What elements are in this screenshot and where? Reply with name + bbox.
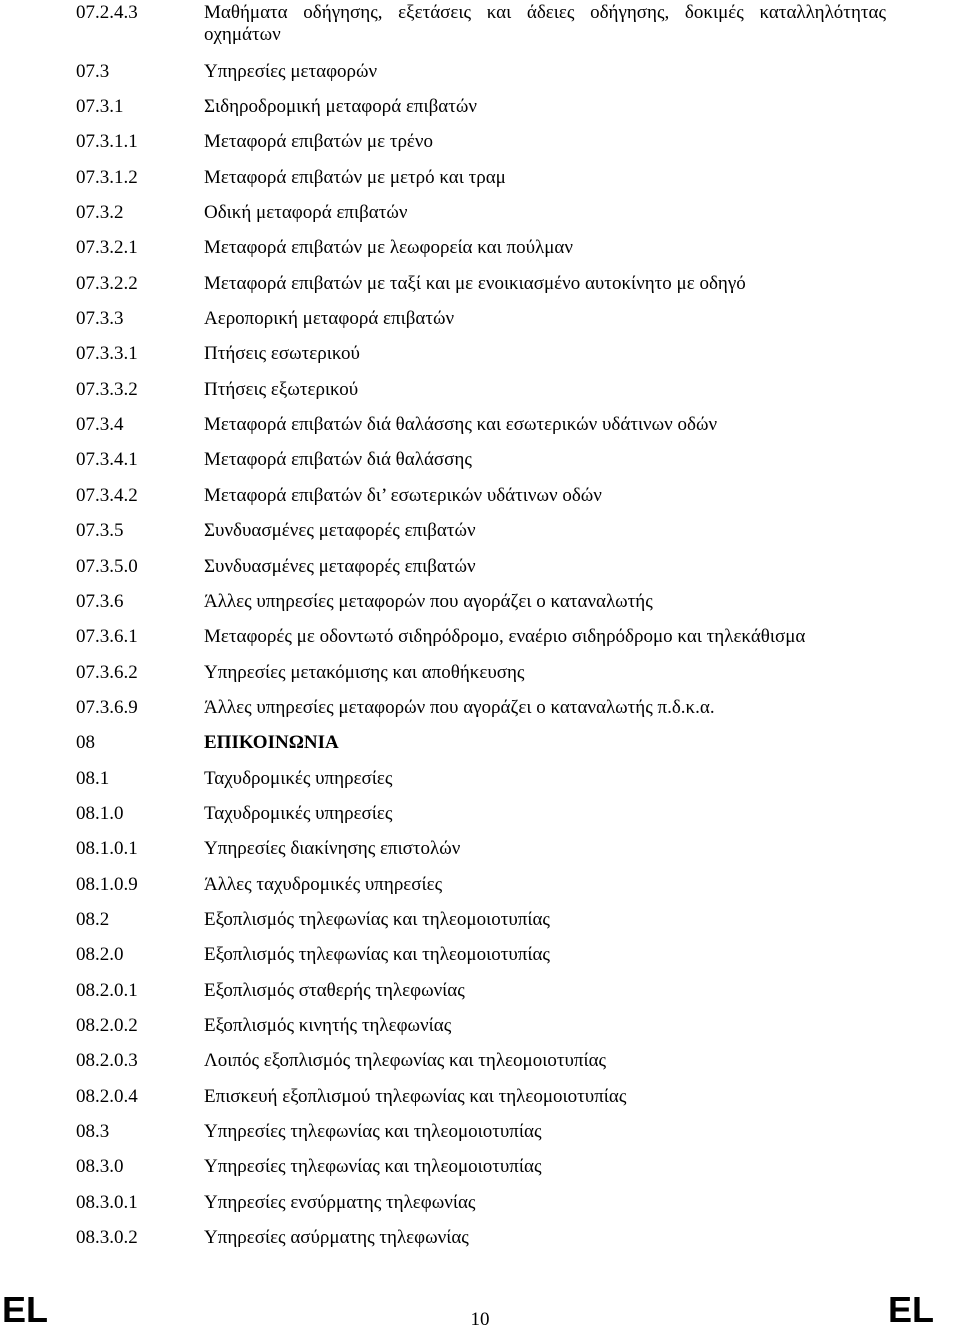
entry-code: 08.2.0.3 [76,1050,138,1071]
entry-title: Λοιπός εξοπλισμός τηλεφωνίας και τηλεομοιοτυπίας [204,1050,607,1071]
entry-code: 07.3.2.1 [76,237,138,258]
entry-title: Μεταφορά επιβατών με μετρό και τραμ [204,167,506,188]
entry-code: 07.3.2 [76,202,124,223]
entry-code: 07.3.5 [76,520,124,541]
entry-title: Συνδυασμένες μεταφορές επιβατών [204,556,476,577]
entry-title: Μεταφορά επιβατών διά θαλάσσης και εσωτερικών υδάτινων οδών [204,414,718,435]
entry-code: 08.1.0.1 [76,838,138,859]
entry-code: 07.3.1.1 [76,131,138,152]
entry-code: 08.2.0 [76,944,124,965]
footer-language-label-right: EL [888,1289,935,1330]
entry-code: 07.3.1 [76,96,124,117]
entry-title: Μαθήματα οδήγησης, εξετάσεις και άδειες οδήγησης, δοκιμές καταλληλότητας οχημάτων [204,2,886,45]
page-number: 10 [470,1309,490,1330]
entry-title: Εξοπλισμός σταθερής τηλεφωνίας [204,980,465,1001]
entry-code: 07.3.3.1 [76,343,138,364]
entry-code: 08.2.0.2 [76,1015,138,1036]
entry-title: Μεταφορά επιβατών δι’ εσωτερικών υδάτινων οδών [204,485,602,506]
entry-title: Υπηρεσίες μετακόμισης και αποθήκευσης [204,662,525,683]
entry-code: 07.3.4.2 [76,485,138,506]
entry-title: Οδική μεταφορά επιβατών [204,202,408,223]
entry-code: 07.3.3.2 [76,379,138,400]
entry-code: 07.3.1.2 [76,167,138,188]
entry-code: 07.3.6.1 [76,626,138,647]
entry-code: 08.3.0.1 [76,1192,138,1213]
entry-code: 08.3 [76,1121,110,1142]
entry-code: 07.3.6.2 [76,662,138,683]
entry-code: 07.3.6 [76,591,124,612]
entry-title: Υπηρεσίες ασύρματης τηλεφωνίας [204,1227,469,1248]
entry-title: Συνδυασμένες μεταφορές επιβατών [204,520,476,541]
entry-code: 07.3 [76,61,110,82]
entry-code: 08.2.0.1 [76,980,138,1001]
entry-code: 07.2.4.3 [76,2,138,23]
entry-code: 07.3.4 [76,414,124,435]
entry-code: 07.3.3 [76,308,124,329]
entry-title: Σιδηροδρομική μεταφορά επιβατών [204,96,477,117]
footer-language-label-left: EL [2,1289,49,1330]
entry-title: Άλλες υπηρεσίες μεταφορών που αγοράζει ο καταναλωτής [204,591,653,612]
entry-title: Πτήσεις εξωτερικού [204,379,359,400]
entry-code: 08 [76,732,95,753]
entry-title: Μεταφορές με οδοντωτό σιδηρόδρομο, εναέριο σιδηρόδρομο και τηλεκάθισμα [204,626,806,647]
entry-title: Επισκευή εξοπλισμού τηλεφωνίας και τηλεομοιοτυπίας [204,1086,627,1107]
entry-title: Μεταφορά επιβατών με τρένο [204,131,434,152]
entry-code: 08.1.0 [76,803,124,824]
entry-title: Άλλες υπηρεσίες μεταφορών που αγοράζει ο καταναλωτής π.δ.κ.α. [204,697,715,718]
entry-title: Υπηρεσίες τηλεφωνίας και τηλεομοιοτυπίας [204,1156,542,1177]
entry-title: Υπηρεσίες τηλεφωνίας και τηλεομοιοτυπίας [204,1121,542,1142]
entry-title: Άλλες ταχυδρομικές υπηρεσίες [204,874,443,895]
entry-title: Εξοπλισμός τηλεφωνίας και τηλεομοιοτυπίας [204,909,550,930]
entry-code: 07.3.4.1 [76,449,138,470]
entry-title: Μεταφορά επιβατών διά θαλάσσης [204,449,472,470]
entry-title: Εξοπλισμός τηλεφωνίας και τηλεομοιοτυπίας [204,944,550,965]
entry-title: Αεροπορική μεταφορά επιβατών [204,308,455,329]
entry-title: Ταχυδρομικές υπηρεσίες [204,768,393,789]
entry-title: Ταχυδρομικές υπηρεσίες [204,803,393,824]
entry-title: Εξοπλισμός κινητής τηλεφωνίας [204,1015,452,1036]
entry-title: ΕΠΙΚΟΙΝΩΝΙΑ [204,732,339,753]
entry-code: 08.3.0 [76,1156,124,1177]
entry-title: Υπηρεσίες διακίνησης επιστολών [204,838,461,859]
entry-code: 08.2 [76,909,110,930]
entry-code: 07.3.5.0 [76,556,138,577]
entry-code: 07.3.6.9 [76,697,138,718]
entry-title: Μεταφορά επιβατών με ταξί και με ενοικιασμένο αυτοκίνητο με οδηγό [204,273,746,294]
entry-title: Υπηρεσίες μεταφορών [204,61,378,82]
entry-code: 08.1 [76,768,110,789]
entry-code: 08.1.0.9 [76,874,138,895]
entry-title: Μεταφορά επιβατών με λεωφορεία και πούλμαν [204,237,573,258]
entry-title: Πτήσεις εσωτερικού [204,343,360,364]
entry-code: 08.2.0.4 [76,1086,138,1107]
entry-code: 07.3.2.2 [76,273,138,294]
entry-code: 08.3.0.2 [76,1227,138,1248]
entry-title: Υπηρεσίες ενσύρματης τηλεφωνίας [204,1192,476,1213]
